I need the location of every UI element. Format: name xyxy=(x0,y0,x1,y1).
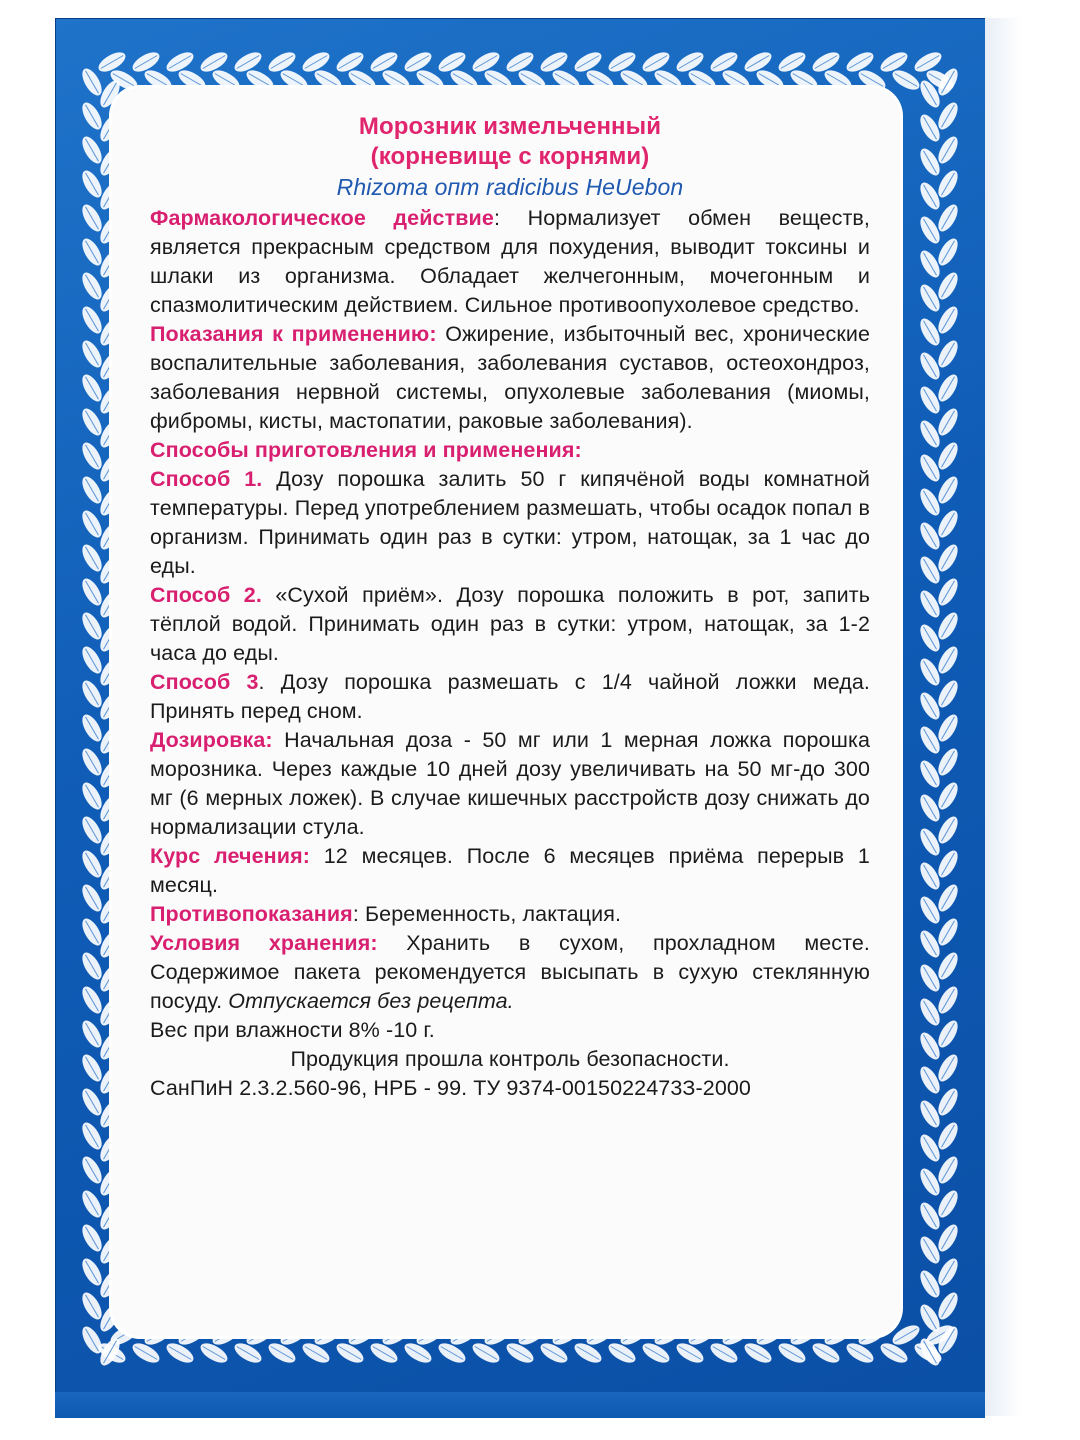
method-1-label: Способ 1. xyxy=(150,467,263,491)
storage-section xyxy=(150,929,870,1016)
contra-section xyxy=(150,900,870,929)
methods-heading: Способы приготовления и применения: xyxy=(150,438,582,462)
method-2-text: «Сухой приём». Дозу порошка положить в рот, запить тёплой водой. Принимать один раз в сутки: утром, натощак, за 1-2 часа до еды. xyxy=(150,583,870,665)
method-2-section xyxy=(150,581,870,668)
course-label: Курс лечения: xyxy=(150,844,310,868)
title-line-2: (корневище с корнями) xyxy=(370,143,650,170)
latin-name: Rhizoma опт radicibus HeUebon xyxy=(336,174,684,200)
product-title xyxy=(150,112,870,172)
packet-bottom-strip xyxy=(55,1392,985,1418)
indications-label: Показания к применению: xyxy=(150,322,437,346)
method-2-label: Способ 2. xyxy=(150,583,262,607)
pharm-label: Фармакологическое действие xyxy=(150,206,494,230)
contra-text: : Беременность, лактация. xyxy=(352,902,622,926)
storage-text: Хранить в сухом, прохладном месте. Содержимое пакета рекомендуется высыпать в сухую стеклянную посуду. xyxy=(150,931,870,1013)
title-line-1: Морозник измельченный xyxy=(358,113,662,140)
dosage-label: Дозировка: xyxy=(150,728,273,752)
dosage-section xyxy=(150,726,870,842)
method-3-label: Способ 3 xyxy=(150,670,259,694)
pharm-text: : Нормализует обмен веществ, является прекрасным средством для похудения, выводит токсины и шлаки из организма. Обладает желчегонным, мочегонным и спазмолитическим действием. Сильное противоопухолевое средство. xyxy=(150,206,870,317)
prescription-note: Отпускается без рецепта. xyxy=(228,989,514,1013)
method-1-section xyxy=(150,465,870,581)
safety-line: Продукция прошла контроль безопасности. xyxy=(290,1047,730,1071)
course-text: 12 месяцев. После 6 месяцев приёма перерыв 1 месяц. xyxy=(150,844,870,897)
indications-text: Ожирение, избыточный вес, хронические воспалительные заболевания, заболевания суставов, остеохондроз, заболевания нервной системы, опухолевые заболевания (миомы, фибромы, кисты, мастопатии, раковые заболевания). xyxy=(150,322,870,433)
method-3-text: . Дозу порошка размешать с 1/4 чайной ложки меда. Принять перед сном. xyxy=(150,670,870,723)
weight-line: Вес при влажности 8% -10 г. xyxy=(150,1018,435,1042)
dosage-text: Начальная доза - 50 мг или 1 мерная ложка порошка морозника. Через каждые 10 дней дозу увеличивать на 50 мг-до 300 мг (6 мерных ложек). В случае кишечных расстройств дозу снижать до нормализации стула. xyxy=(150,728,870,839)
pharm-section xyxy=(150,204,870,320)
course-section xyxy=(150,842,870,900)
method-1-text: Дозу порошка залить 50 г кипячёной воды комнатной температуры. Перед употреблением размешать, чтобы осадок попал в организм. Принимать один раз в сутки: утром, натощак, за 1 час до еды. xyxy=(150,467,870,578)
contra-label: Противопоказания xyxy=(150,902,353,926)
standards-line: СанПиН 2.3.2.560-96, НРБ - 99. ТУ 9374-0015022473З-2000 xyxy=(150,1076,751,1100)
storage-label: Условия хранения: xyxy=(150,931,378,955)
label-text xyxy=(150,112,870,1103)
indications-section xyxy=(150,320,870,436)
packet-seal-edge xyxy=(985,18,1045,1416)
method-3-section xyxy=(150,668,870,726)
